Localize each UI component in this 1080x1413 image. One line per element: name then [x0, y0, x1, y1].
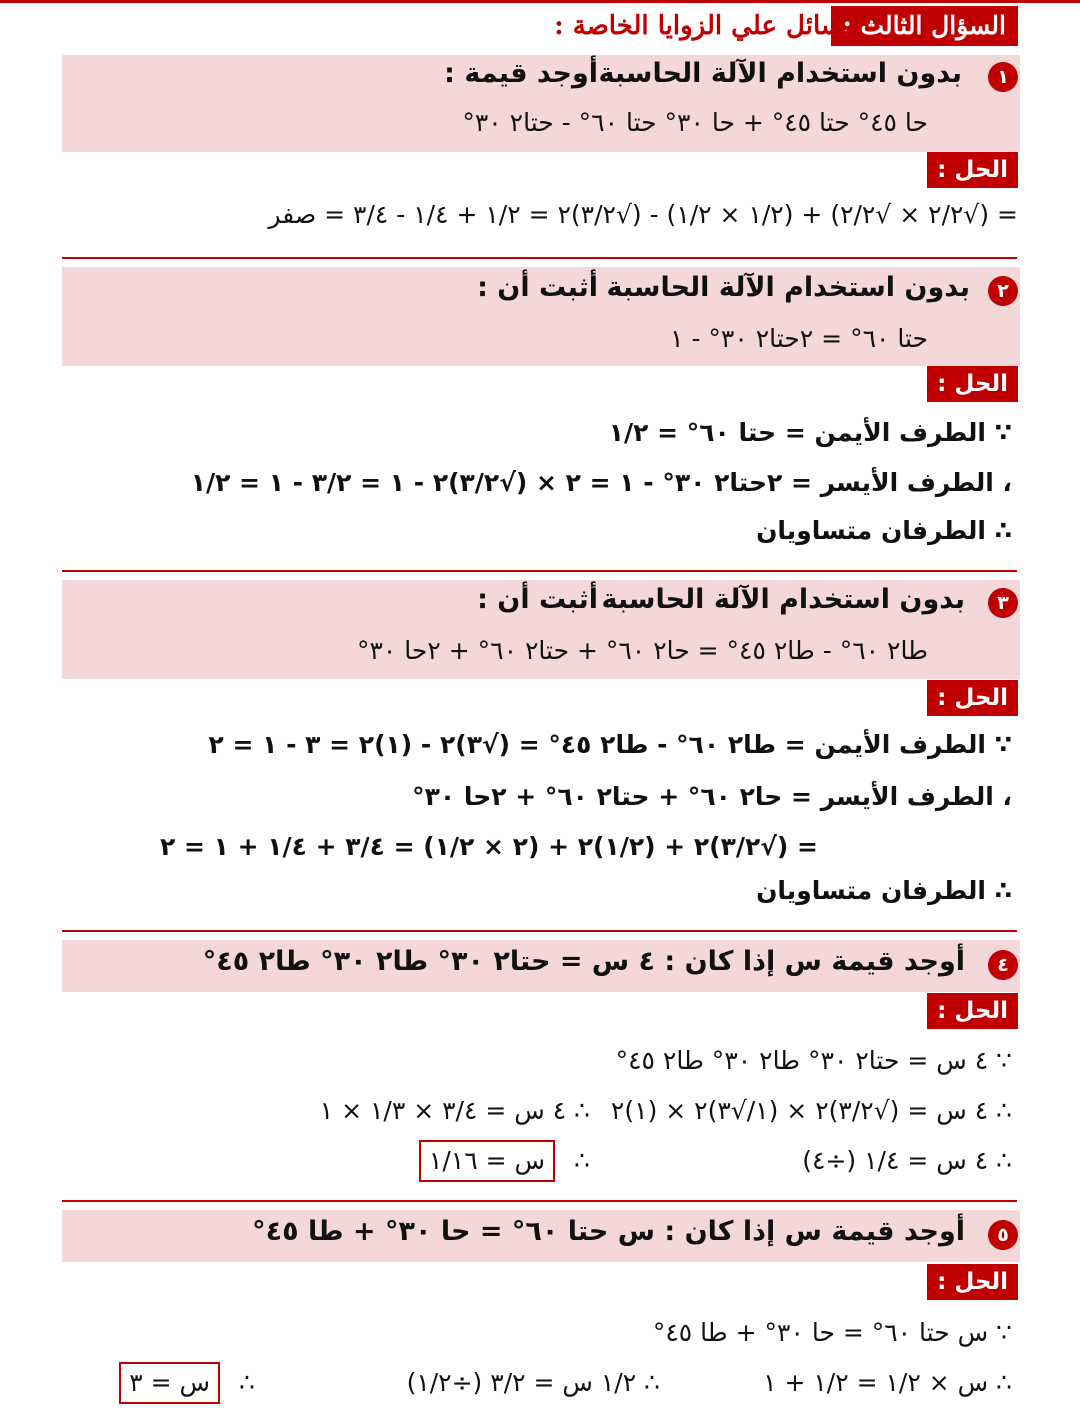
problem-2-line-2: ، الطرف الأيسر = ٢حتا٢ ٣٠° - ١ = ٢ × (√٣/٢)٢ - ١ = ٣/٢ - ١ = ١/٢	[190, 468, 1012, 497]
question-header	[58, 6, 1018, 48]
problem-5-line-1: ∵ س حتا ٦٠° = حا ٣٠° + طا ٤٥°	[652, 1318, 1012, 1347]
problem-5-line-2-left: ∴	[239, 1368, 255, 1397]
problem-4-number: ٤	[988, 950, 1018, 980]
separator-1	[62, 257, 1017, 259]
problem-5-statement: أوجد قيمة س إذا كان : س حتا ٦٠° = حا ٣٠° + طا ٤٥°	[252, 1216, 965, 1247]
problem-4-line-3-left: ∴	[574, 1146, 590, 1175]
section-title: مسائل علي الزوايا الخاصة :	[554, 11, 858, 41]
problem-2-line-1: ∵ الطرف الأيمن = حتا ٦٠° = ١/٢	[608, 418, 1012, 447]
problem-2-solution-label: الحل :	[927, 366, 1018, 402]
problem-3-solution-label: الحل :	[927, 680, 1018, 716]
problem-3-task: أثبت أن :	[477, 584, 598, 615]
problem-3-line-2: ، الطرف الأيسر = حا٢ ٦٠° + حتا٢ ٦٠° + ٢حا ٣٠°	[412, 782, 1012, 811]
problem-3-line-4: ∴ الطرفان متساويان	[756, 876, 1012, 905]
problem-1-solution: = (√٢/٢ × √٢/٢) + (١/٢ × ١/٢) - (√٣/٢)٢ = ١/٢ + ١/٤ - ٣/٤ = صفر	[268, 200, 1018, 229]
problem-2-task: أثبت أن :	[477, 272, 598, 303]
problem-2-expression: حتا ٦٠° = ٢حتا٢ ٣٠° - ١	[670, 324, 928, 353]
problem-5-line-2-right: ∴ س × ١/٢ = ١/٢ + ١	[763, 1368, 1012, 1397]
separator-4	[62, 1200, 1017, 1202]
problem-4-solution-label: الحل :	[927, 993, 1018, 1029]
section-label: السؤال الثالث :	[831, 6, 1018, 46]
problem-1-expression: حا ٤٥° حتا ٤٥° + حا ٣٠° حتا ٦٠° - حتا٢ ٣٠°	[462, 108, 928, 137]
problem-4-line-2-left: ∴ ٤ س = ٣/٤ × ١/٣ × ١	[319, 1096, 590, 1125]
problem-1-task: أوجد قيمة :	[444, 58, 598, 89]
problem-3-expression: طا٢ ٦٠° - طا٢ ٤٥° = حا٢ ٦٠° + حتا٢ ٦٠° + ٢حا ٣٠°	[356, 636, 928, 665]
problem-4-line-2-right: ∴ ٤ س = (√٣/٢)٢ × (١/√٣)٢ × (١)٢	[610, 1096, 1012, 1125]
problem-5-answer: س = ٣	[119, 1362, 220, 1404]
separator-2	[62, 570, 1017, 572]
separator-3	[62, 930, 1017, 932]
problem-4-line-1: ∵ ٤ س = حتا٢ ٣٠° طا٢ ٣٠° طا٢ ٤٥°	[615, 1046, 1012, 1075]
problem-5-line-2-mid: ∴ ١/٢ س = ٣/٢ (÷١/٢)	[406, 1368, 660, 1397]
problem-1-solution-label: الحل :	[927, 152, 1018, 188]
problem-1-instruction: بدون استخدام الآلة الحاسبة	[598, 58, 962, 89]
problem-4-answer: س = ١/١٦	[419, 1140, 555, 1182]
problem-5-number: ٥	[988, 1220, 1018, 1250]
problem-4-line-3-right: ∴ ٤ س = ١/٤ (÷٤)	[802, 1146, 1012, 1175]
problem-2-number: ٢	[988, 276, 1018, 306]
problem-5-solution-label: الحل :	[927, 1264, 1018, 1300]
problem-2-instruction: بدون استخدام الآلة الحاسبة	[606, 272, 970, 303]
problem-3-line-3: = (√٣/٢)٢ + (١/٢)٢ + (٢ × ١/٢) = ٣/٤ + ١/٤ + ١ = ٢	[159, 832, 818, 861]
problem-3-instruction: بدون استخدام الآلة الحاسبة	[601, 584, 965, 615]
problem-3-line-1: ∵ الطرف الأيمن = طا٢ ٦٠° - طا٢ ٤٥° = (√٣)٢ - (١)٢ = ٣ - ١ = ٢	[208, 730, 1012, 759]
problem-4-statement: أوجد قيمة س إذا كان : ٤ س = حتا٢ ٣٠° طا٢ ٣٠° طا٢ ٤٥°	[202, 946, 965, 977]
problem-2-line-3: ∴ الطرفان متساويان	[756, 516, 1012, 545]
problem-1-number: ١	[988, 62, 1018, 92]
top-border-line	[0, 0, 1080, 3]
problem-3-number: ٣	[988, 588, 1018, 618]
